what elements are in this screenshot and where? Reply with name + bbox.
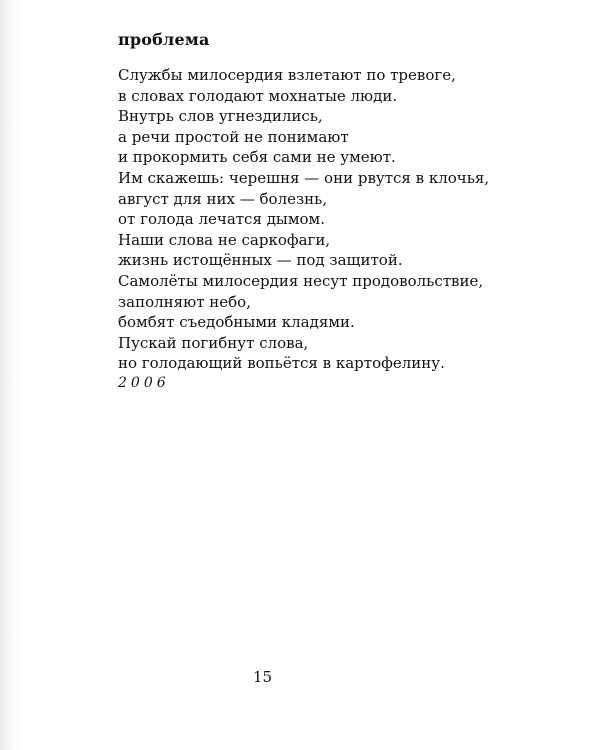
poem-line: но голодающий вопьётся в картофелину.	[118, 354, 445, 373]
poem-line: от голода лечатся дымом.	[118, 210, 325, 229]
poem-line: Пускай погибнут слова,	[118, 333, 309, 352]
poem-line: бомбят съедобными кладями.	[118, 313, 355, 332]
poem-line: и прокормить себя сами не умеют.	[118, 148, 396, 167]
page-edge-shadow	[0, 0, 22, 750]
page-number: 15	[253, 668, 273, 686]
poem-line: Наши слова не саркофаги,	[118, 230, 331, 249]
poem-title: проблема	[118, 30, 210, 49]
poem-year: 2006	[118, 375, 170, 391]
poem-line: Самолёты милосердия несут продовольствие,	[118, 271, 484, 290]
poem-line: Службы милосердия взлетают по тревоге,	[118, 66, 456, 84]
poem-line: жизнь истощённых — под защитой.	[118, 251, 403, 270]
poem-line: Внутрь слов угнездились,	[118, 107, 323, 126]
poem-body	[118, 65, 489, 374]
poem-line: а речи простой не понимают	[118, 127, 349, 146]
poem-line: Им скажешь: черешня — они рвутся в клочья,	[118, 168, 490, 187]
poem-line: в словах голодают мохнатые люди.	[118, 86, 398, 105]
poem-line: август для них — болезнь,	[118, 189, 328, 208]
poem-line: заполняют небо,	[118, 292, 251, 311]
